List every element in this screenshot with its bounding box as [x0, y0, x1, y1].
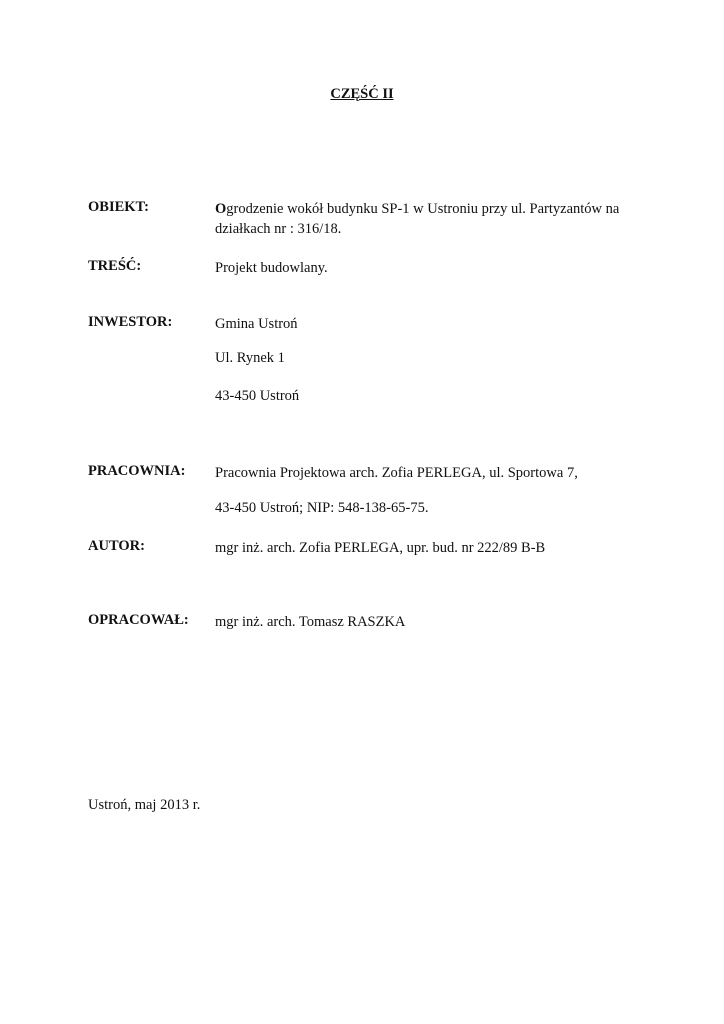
obiekt-value-initial: O: [215, 201, 227, 217]
obiekt-value: [215, 199, 645, 239]
section-heading: CZĘŚĆ II: [330, 86, 394, 102]
tresc-value: Projekt budowlany.: [215, 260, 328, 276]
obiekt-value-text: grodzenie wokół budynku SP-1 w Ustroniu przy ul. Partyzantów na działkach nr : 316/18.: [215, 201, 620, 237]
autor-value: mgr inż. arch. Zofia PERLEGA, upr. bud. nr 222/89 B-B: [215, 540, 546, 556]
inwestor-label: INWESTOR:: [88, 314, 173, 330]
inwestor-address-street: Ul. Rynek 1: [215, 350, 285, 366]
opracowal-value: mgr inż. arch. Tomasz RASZKA: [215, 614, 406, 630]
tresc-label: TREŚĆ:: [88, 258, 142, 274]
pracownia-line2: 43-450 Ustroń; NIP: 548-138-65-75.: [215, 500, 429, 516]
pracownia-line1: Pracownia Projektowa arch. Zofia PERLEGA, ul. Sportowa 7,: [215, 465, 578, 481]
inwestor-address-city: 43-450 Ustroń: [215, 388, 300, 404]
opracowal-label: OPRACOWAŁ:: [88, 612, 189, 628]
pracownia-label: PRACOWNIA:: [88, 463, 186, 479]
autor-label: AUTOR:: [88, 538, 145, 554]
obiekt-label: OBIEKT:: [88, 199, 149, 215]
place-date: Ustroń, maj 2013 r.: [88, 797, 201, 813]
inwestor-name: Gmina Ustroń: [215, 316, 298, 332]
